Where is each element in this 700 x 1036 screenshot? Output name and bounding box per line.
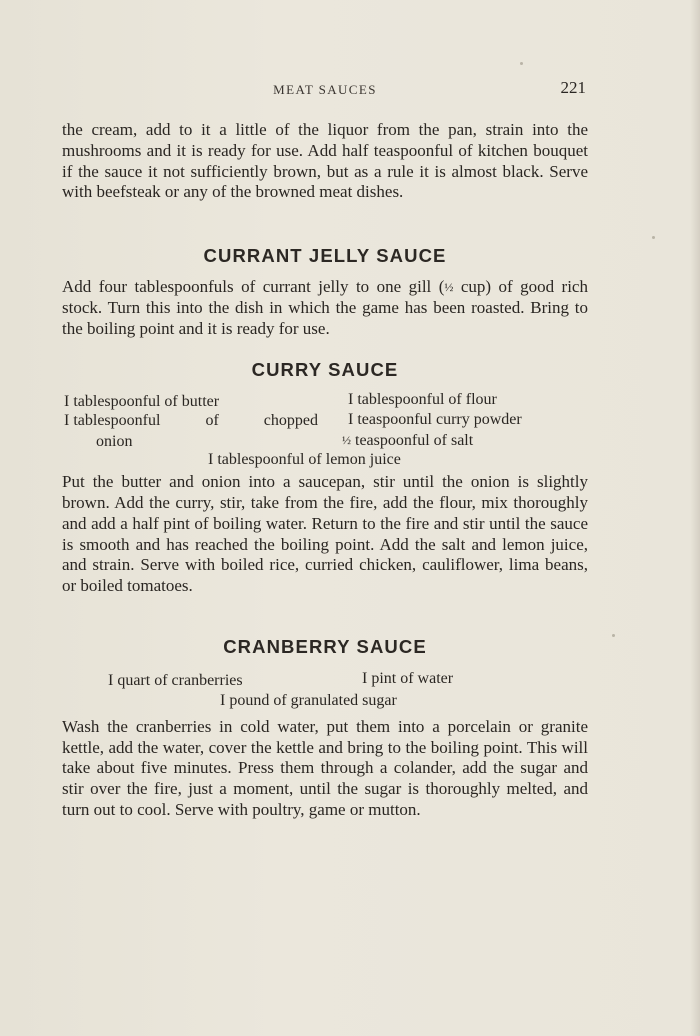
page-content — [62, 78, 588, 821]
currant-text-after: cup) of good rich stock. Turn this into the dish in which the game has been roasted. Bring to the boiling point and it is ready for use. — [62, 276, 588, 338]
currant-jelly-sauce-heading: CURRANT JELLY SAUCE — [203, 245, 447, 267]
ingredient-sugar: I pound of granulated sugar — [220, 691, 397, 709]
ingredient-flour: I tablespoonful of flour — [348, 391, 497, 409]
paper-speck — [612, 634, 615, 637]
currant-text-before: Add four tablespoonfuls of currant jelly to one gill ( — [62, 276, 445, 296]
onion-word-3: chopped — [263, 412, 318, 430]
paper-speck — [520, 62, 523, 65]
running-title: MEAT SAUCES — [273, 82, 377, 97]
ingredient-onion-continued: onion — [96, 433, 133, 451]
intro-paragraph: the cream, add to it a little of the liquor from the pan, strain into the mushrooms and it is ready for use. Add half teaspoonful of kitchen bouquet if the sauce it not sufficiently brown, but as a rule it is almost black. Serve with beefsteak or any of the browned meat dishes. — [62, 120, 588, 202]
cranberry-ingredients — [62, 669, 588, 713]
page-number: 221 — [560, 78, 586, 97]
cranberry-sauce-heading: CRANBERRY SAUCE — [223, 635, 427, 657]
ingredient-curry-powder: I teaspoonful curry powder — [348, 411, 522, 429]
page-edge-shadow — [690, 0, 700, 1036]
onion-word-2: of — [205, 412, 219, 430]
ingredient-lemon-juice: I tablespoonful of lemon juice — [208, 451, 401, 469]
onion-word-1: I tablespoonful — [64, 412, 161, 430]
salt-text: teaspoonful of salt — [351, 432, 474, 450]
paper-speck — [652, 236, 655, 239]
currant-jelly-sauce-text — [62, 277, 588, 339]
curry-sauce-method: Put the butter and onion into a saucepan, stir until the onion is slightly brown. Add the curry, stir, take from the fire, add the flour, mix thoroughly and add a half pint of boiling water. Return to the fire and stir until the sauce is smooth and has reached the boiling point. Add the salt and lemon juice, and strain. Serve with boiled rice, curried chicken, cauliflower, lima beans, or boiled tomatoes. — [62, 472, 588, 596]
cranberry-sauce-method: Wash the cranberries in cold water, put them into a porcelain or granite kettle, add the water, cover the kettle and bring to the boiling point. This will take about five minutes. Press them through a colander, add the sugar and stir over the fire, just a moment, until the sugar is thoroughly melted, and turn out to cool. Serve with poultry, game or mutton. — [62, 716, 588, 819]
ingredient-cranberries: I quart of cranberries — [108, 671, 243, 689]
curry-sauce-heading: CURRY SAUCE — [251, 359, 399, 381]
ingredient-water: I pint of water — [362, 669, 454, 687]
ingredient-butter: I tablespoonful of butter — [64, 393, 220, 411]
salt-fraction: ½ — [342, 433, 351, 448]
ingredient-salt — [342, 430, 473, 451]
ingredient-onion — [64, 411, 318, 431]
page-header — [62, 78, 588, 100]
curry-ingredients — [62, 390, 588, 472]
fraction-half: ½ — [444, 279, 454, 294]
